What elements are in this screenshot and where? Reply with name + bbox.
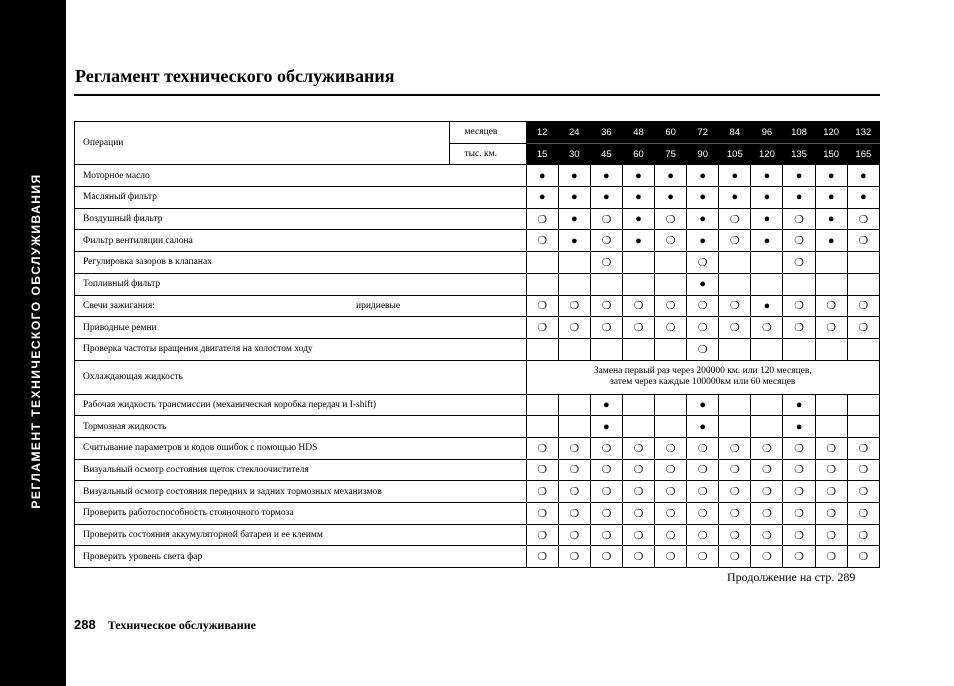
replace-mark: ● [526,165,558,187]
inspect-mark: ❍ [719,546,751,568]
replace-mark: ● [847,187,879,209]
inspect-mark: ❍ [590,524,622,546]
inspect-mark: ❍ [783,208,815,230]
inspect-mark: ❍ [622,295,654,317]
operation-name: Приводные ремни [75,317,527,339]
replace-mark: ● [847,165,879,187]
header-row-months [75,122,880,144]
replace-mark: ● [815,187,847,209]
inspect-mark: ❍ [847,546,879,568]
empty-cell [622,273,654,295]
inspect-mark: ❍ [847,437,879,459]
empty-cell [783,338,815,360]
table-row [75,295,880,317]
inspect-mark: ❍ [622,524,654,546]
empty-cell [655,273,687,295]
operation-name: Проверить работоспособность стояночного тормоза [75,503,527,525]
inspect-mark: ❍ [687,295,719,317]
empty-cell [847,338,879,360]
replace-mark: ● [815,230,847,252]
maintenance-schedule-table [74,121,880,568]
inspect-mark: ❍ [526,437,558,459]
km-cell: 120 [751,143,783,165]
inspect-mark: ❍ [687,252,719,274]
inspect-mark: ❍ [590,546,622,568]
operation-name: Топливный фильтр [75,273,527,295]
inspect-mark: ❍ [783,252,815,274]
inspect-mark: ❍ [590,208,622,230]
inspect-mark: ❍ [590,481,622,503]
inspect-mark: ❍ [751,524,783,546]
km-cell: 30 [558,143,590,165]
replace-mark: ● [558,187,590,209]
inspect-mark: ❍ [847,524,879,546]
inspect-mark: ❍ [751,481,783,503]
inspect-mark: ❍ [847,295,879,317]
empty-cell [751,338,783,360]
inspect-mark: ❍ [526,481,558,503]
replace-mark: ● [622,187,654,209]
inspect-mark: ❍ [655,317,687,339]
empty-cell [558,394,590,416]
inspect-mark: ❍ [847,481,879,503]
inspect-mark: ❍ [655,503,687,525]
side-section-label: РЕГЛАМЕНТ ТЕХНИЧЕСКОГО ОБСЛУЖИВАНИЯ [29,173,43,509]
inspect-mark: ❍ [751,503,783,525]
page-number: 288 [74,617,96,632]
inspect-mark: ❍ [655,208,687,230]
inspect-mark: ❍ [815,437,847,459]
table-row [75,273,880,295]
inspect-mark: ❍ [815,459,847,481]
empty-cell [655,252,687,274]
empty-cell [719,416,751,438]
empty-cell [751,252,783,274]
replace-mark: ● [751,208,783,230]
empty-cell [558,252,590,274]
inspect-mark: ❍ [719,459,751,481]
month-cell: 96 [751,122,783,144]
replace-mark: ● [687,230,719,252]
inspect-mark: ❍ [655,481,687,503]
inspect-mark: ❍ [622,317,654,339]
empty-cell [815,252,847,274]
inspect-mark: ❍ [526,459,558,481]
replace-mark: ● [751,187,783,209]
operation-name: Охлаждающая жидкость [75,360,527,394]
empty-cell [847,273,879,295]
replace-mark: ● [815,208,847,230]
empty-cell [815,273,847,295]
km-cell: 105 [719,143,751,165]
operation-name: Считывание параметров и кодов ошибок с помощью HDS [75,437,527,459]
inspect-mark: ❍ [622,546,654,568]
empty-cell [847,416,879,438]
inspect-mark: ❍ [847,503,879,525]
inspect-mark: ❍ [687,524,719,546]
empty-cell [526,252,558,274]
replace-mark: ● [655,187,687,209]
empty-cell [590,273,622,295]
replace-mark: ● [590,416,622,438]
empty-cell [526,273,558,295]
replace-mark: ● [558,230,590,252]
empty-cell [655,416,687,438]
inspect-mark: ❍ [783,295,815,317]
inspect-mark: ❍ [526,295,558,317]
replace-mark: ● [590,165,622,187]
replace-mark: ● [751,295,783,317]
km-cell: 90 [687,143,719,165]
replace-mark: ● [526,187,558,209]
inspect-mark: ❍ [558,524,590,546]
replace-mark: ● [783,416,815,438]
month-cell: 12 [526,122,558,144]
replace-mark: ● [751,165,783,187]
table-row [75,317,880,339]
empty-cell [558,416,590,438]
inspect-mark: ❍ [526,208,558,230]
inspect-mark: ❍ [622,481,654,503]
inspect-mark: ❍ [558,317,590,339]
month-cell: 24 [558,122,590,144]
table-body [75,122,880,568]
inspect-mark: ❍ [783,437,815,459]
empty-cell [622,338,654,360]
inspect-mark: ❍ [687,546,719,568]
empty-cell [526,416,558,438]
inspect-mark: ❍ [590,252,622,274]
inspect-mark: ❍ [558,295,590,317]
coolant-note-line1: Замена первый раз через 200000 км. или 120 месяцев, [593,365,812,376]
empty-cell [719,252,751,274]
inspect-mark: ❍ [558,437,590,459]
empty-cell [847,394,879,416]
empty-cell [719,273,751,295]
inspect-mark: ❍ [783,546,815,568]
inspect-mark: ❍ [719,317,751,339]
table-row [75,416,880,438]
operation-name: Масляный фильтр [75,187,527,209]
inspect-mark: ❍ [719,503,751,525]
inspect-mark: ❍ [751,459,783,481]
replace-mark: ● [622,165,654,187]
inspect-mark: ❍ [815,546,847,568]
inspect-mark: ❍ [815,503,847,525]
replace-mark: ● [622,230,654,252]
replace-mark: ● [687,416,719,438]
month-cell: 72 [687,122,719,144]
empty-cell [558,338,590,360]
table-row [75,459,880,481]
inspect-mark: ❍ [687,338,719,360]
table-row [75,165,880,187]
month-cell: 132 [847,122,879,144]
km-cell: 45 [590,143,622,165]
empty-cell [719,394,751,416]
replace-mark: ● [687,208,719,230]
title-rule [74,94,880,96]
inspect-mark: ❍ [526,230,558,252]
operation-name [75,295,527,317]
inspect-mark: ❍ [783,459,815,481]
operation-name: Рабочая жидкость трансмиссии (механическая коробка передач и I-shift) [75,394,527,416]
empty-cell [815,338,847,360]
empty-cell [590,338,622,360]
replace-mark: ● [558,165,590,187]
empty-cell [751,416,783,438]
empty-cell [783,273,815,295]
table-row [75,437,880,459]
inspect-mark: ❍ [590,459,622,481]
table-row [75,481,880,503]
inspect-mark: ❍ [622,437,654,459]
month-cell: 36 [590,122,622,144]
operation-name: Проверить состояния аккумуляторной батареи и ее клеимм [75,524,527,546]
km-label: тыс. км. [449,143,526,165]
inspect-mark: ❍ [558,503,590,525]
empty-cell [622,394,654,416]
inspect-mark: ❍ [526,524,558,546]
operation-name: Регулировка зазоров в клапанах [75,252,527,274]
table-row [75,187,880,209]
replace-mark: ● [687,187,719,209]
empty-cell [847,252,879,274]
replace-mark: ● [783,187,815,209]
replace-mark: ● [622,208,654,230]
inspect-mark: ❍ [719,481,751,503]
empty-cell [622,416,654,438]
inspect-mark: ❍ [847,208,879,230]
continued-note: Продолжение на стр. 289 [727,570,856,584]
table-row [75,394,880,416]
inspect-mark: ❍ [783,230,815,252]
inspect-mark: ❍ [687,317,719,339]
replace-mark: ● [590,394,622,416]
inspect-mark: ❍ [590,230,622,252]
km-cell: 165 [847,143,879,165]
replace-mark: ● [687,165,719,187]
inspect-mark: ❍ [655,437,687,459]
inspect-mark: ❍ [751,546,783,568]
inspect-mark: ❍ [526,503,558,525]
inspect-mark: ❍ [687,481,719,503]
month-cell: 48 [622,122,654,144]
inspect-mark: ❍ [590,503,622,525]
side-bar [0,0,66,686]
empty-cell [655,394,687,416]
table-row [75,524,880,546]
replace-mark: ● [783,165,815,187]
replace-mark: ● [687,273,719,295]
empty-cell [815,394,847,416]
empty-cell [622,252,654,274]
month-cell: 108 [783,122,815,144]
inspect-mark: ❍ [719,524,751,546]
replace-mark: ● [655,165,687,187]
replace-mark: ● [687,394,719,416]
inspect-mark: ❍ [719,230,751,252]
km-cell: 75 [655,143,687,165]
inspect-mark: ❍ [622,503,654,525]
table-row [75,208,880,230]
inspect-mark: ❍ [590,317,622,339]
operation-sub-label: иридиевые [356,300,401,311]
km-cell: 150 [815,143,847,165]
months-label: месяцев [449,122,526,144]
inspect-mark: ❍ [558,459,590,481]
replace-mark: ● [719,187,751,209]
operation-name: Визуальный осмотр состояния передних и задних тормозных механизмов [75,481,527,503]
table-row [75,360,880,394]
inspect-mark: ❍ [622,459,654,481]
empty-cell [751,273,783,295]
table-row [75,338,880,360]
empty-cell [526,394,558,416]
inspect-mark: ❍ [558,481,590,503]
empty-cell [526,338,558,360]
inspect-mark: ❍ [783,524,815,546]
replace-mark: ● [751,230,783,252]
operation-name: Проверка частоты вращения двигателя на холостом ходу [75,338,527,360]
operations-header: Операции [75,122,450,165]
empty-cell [655,338,687,360]
inspect-mark: ❍ [655,524,687,546]
inspect-mark: ❍ [526,546,558,568]
replace-mark: ● [558,208,590,230]
coolant-note [526,360,879,394]
inspect-mark: ❍ [719,208,751,230]
inspect-mark: ❍ [719,295,751,317]
inspect-mark: ❍ [751,317,783,339]
page-title: Регламент технического обслуживания [75,66,395,86]
inspect-mark: ❍ [719,437,751,459]
operation-name: Фильтр вентиляции салона [75,230,527,252]
km-cell: 60 [622,143,654,165]
inspect-mark: ❍ [815,317,847,339]
replace-mark: ● [783,394,815,416]
inspect-mark: ❍ [815,524,847,546]
inspect-mark: ❍ [687,459,719,481]
inspect-mark: ❍ [655,459,687,481]
section-name: Техническое обслуживание [107,618,256,632]
inspect-mark: ❍ [526,317,558,339]
operation-name: Моторное масло [75,165,527,187]
inspect-mark: ❍ [590,295,622,317]
table-row [75,546,880,568]
inspect-mark: ❍ [558,546,590,568]
inspect-mark: ❍ [751,437,783,459]
month-cell: 84 [719,122,751,144]
operation-name: Визуальный осмотр состояния щеток стеклоочистителя [75,459,527,481]
inspect-mark: ❍ [655,546,687,568]
operation-label: Свечи зажигания: [83,300,155,311]
inspect-mark: ❍ [655,295,687,317]
inspect-mark: ❍ [783,481,815,503]
table-row [75,252,880,274]
inspect-mark: ❍ [815,481,847,503]
empty-cell [751,394,783,416]
inspect-mark: ❍ [847,459,879,481]
empty-cell [815,416,847,438]
inspect-mark: ❍ [847,230,879,252]
km-cell: 135 [783,143,815,165]
operation-name: Воздушный фильтр [75,208,527,230]
inspect-mark: ❍ [687,437,719,459]
empty-cell [558,273,590,295]
replace-mark: ● [719,165,751,187]
empty-cell [719,338,751,360]
operation-name: Проверить уровень света фар [75,546,527,568]
replace-mark: ● [815,165,847,187]
inspect-mark: ❍ [783,317,815,339]
footer [74,616,256,634]
replace-mark: ● [590,187,622,209]
coolant-note-line2: затем через каждые 100000км или 60 месяцев [610,377,796,388]
km-cell: 15 [526,143,558,165]
table-row [75,503,880,525]
inspect-mark: ❍ [847,317,879,339]
inspect-mark: ❍ [590,437,622,459]
operation-name: Тормозная жидкость [75,416,527,438]
inspect-mark: ❍ [687,503,719,525]
month-cell: 60 [655,122,687,144]
inspect-mark: ❍ [783,503,815,525]
inspect-mark: ❍ [815,295,847,317]
table-row [75,230,880,252]
month-cell: 120 [815,122,847,144]
inspect-mark: ❍ [655,230,687,252]
